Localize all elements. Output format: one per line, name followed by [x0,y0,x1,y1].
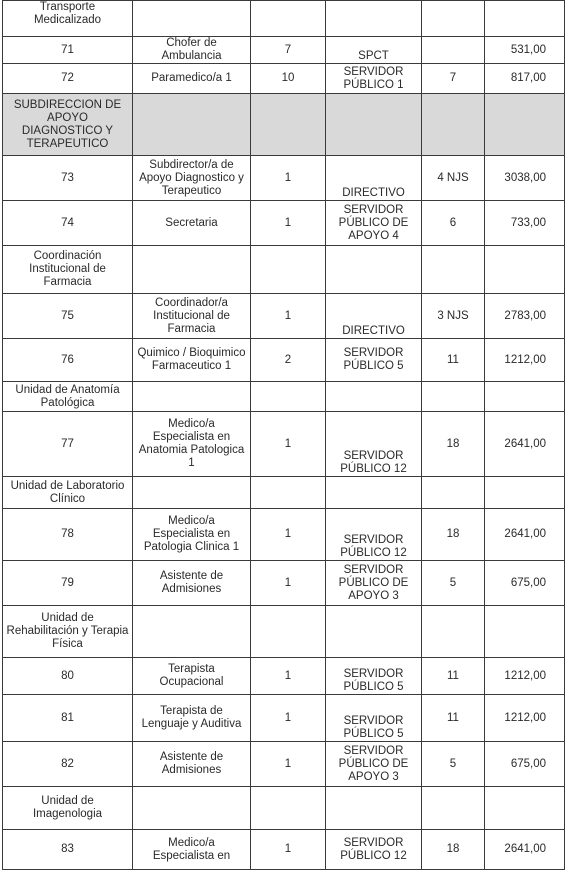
category-cell: SERVIDOR PÚBLICO 12 [326,509,422,561]
empty-cell [326,1,422,37]
table-body [3,1,565,870]
position-cell: Chofer de Ambulancia [133,37,251,64]
position-cell: Asistente de Admisiones [133,742,251,787]
grade-cell: 11 [422,339,485,382]
section-title-cell: Transporte Medicalizado [3,1,133,37]
category-cell: SERVIDOR PÚBLICO 1 [326,64,422,94]
section-title-cell: Unidad de Rehabilitación y Terapia Física [3,606,133,658]
table-row [3,412,565,477]
salary-cell: 1212,00 [485,339,565,382]
grade-cell: 18 [422,412,485,477]
row-number-cell: 80 [3,658,133,695]
quantity-cell: 1 [251,294,326,339]
section-row [3,246,565,294]
table-row [3,658,565,695]
quantity-cell: 1 [251,509,326,561]
category-cell: SERVIDOR PÚBLICO DE APOYO 3 [326,561,422,606]
salary-cell: 531,00 [485,37,565,64]
quantity-cell: 1 [251,658,326,695]
empty-cell [326,787,422,830]
empty-cell [133,94,251,156]
row-number-cell: 81 [3,695,133,742]
section-title-cell: Unidad de Anatomía Patológica [3,382,133,412]
empty-cell [251,477,326,509]
salary-cell: 1212,00 [485,695,565,742]
empty-cell [133,606,251,658]
table-row [3,64,565,94]
row-number-cell: 83 [3,830,133,870]
category-cell: SERVIDOR PÚBLICO 12 [326,412,422,477]
grade-cell: 11 [422,658,485,695]
category-cell: SERVIDOR PÚBLICO 5 [326,339,422,382]
empty-cell [485,246,565,294]
empty-cell [422,606,485,658]
empty-cell [326,94,422,156]
empty-cell [326,477,422,509]
staffing-table [2,0,565,870]
grade-cell: 7 [422,64,485,94]
section-row [3,382,565,412]
table-row [3,509,565,561]
position-cell: Asistente de Admisiones [133,561,251,606]
section-title-cell: Unidad de Imagenologia [3,787,133,830]
grade-cell: 4 NJS [422,156,485,201]
section-row [3,787,565,830]
salary-cell: 1212,00 [485,658,565,695]
grade-cell: 6 [422,201,485,246]
quantity-cell: 1 [251,742,326,787]
table-row [3,156,565,201]
row-number-cell: 71 [3,37,133,64]
empty-cell [485,477,565,509]
empty-cell [251,1,326,37]
empty-cell [422,382,485,412]
category-cell: SERVIDOR PÚBLICO DE APOYO 4 [326,201,422,246]
grade-cell: 3 NJS [422,294,485,339]
empty-cell [326,382,422,412]
position-cell: Medico/a Especialista en [133,830,251,870]
salary-cell: 2641,00 [485,509,565,561]
position-cell: Quimico / Bioquimico Farmaceutico 1 [133,339,251,382]
position-cell: Subdirector/a de Apoyo Diagnostico y Terapeutico [133,156,251,201]
position-cell: Paramedico/a 1 [133,64,251,94]
position-cell: Coordinador/a Institucional de Farmacia [133,294,251,339]
table-row [3,37,565,64]
row-number-cell: 74 [3,201,133,246]
empty-cell [251,606,326,658]
empty-cell [326,606,422,658]
grade-cell: 5 [422,742,485,787]
category-cell: SERVIDOR PÚBLICO DE APOYO 3 [326,742,422,787]
category-cell: SERVIDOR PÚBLICO 5 [326,695,422,742]
grade-cell: 11 [422,695,485,742]
quantity-cell: 1 [251,830,326,870]
empty-cell [485,606,565,658]
table-row [3,561,565,606]
empty-cell [485,1,565,37]
quantity-cell: 1 [251,561,326,606]
section-title-cell: Coordinación Institucional de Farmacia [3,246,133,294]
position-cell: Terapista de Lenguaje y Auditiva [133,695,251,742]
row-number-cell: 77 [3,412,133,477]
empty-cell [422,246,485,294]
section-row [3,477,565,509]
category-cell: DIRECTIVO [326,294,422,339]
salary-cell: 2641,00 [485,412,565,477]
row-number-cell: 75 [3,294,133,339]
row-number-cell: 79 [3,561,133,606]
empty-cell [133,1,251,37]
table-row [3,695,565,742]
empty-cell [251,787,326,830]
position-cell: Terapista Ocupacional [133,658,251,695]
quantity-cell: 10 [251,64,326,94]
empty-cell [133,787,251,830]
empty-cell [251,382,326,412]
salary-cell: 2641,00 [485,830,565,870]
table-row [3,742,565,787]
section-row [3,606,565,658]
empty-cell [485,787,565,830]
table-row [3,294,565,339]
position-cell: Medico/a Especialista en Anatomia Patologica 1 [133,412,251,477]
section-row [3,1,565,37]
quantity-cell: 1 [251,156,326,201]
table-row [3,339,565,382]
quantity-cell: 2 [251,339,326,382]
salary-cell: 3038,00 [485,156,565,201]
salary-cell: 2783,00 [485,294,565,339]
salary-cell: 675,00 [485,561,565,606]
position-cell: Secretaria [133,201,251,246]
empty-cell [485,94,565,156]
row-number-cell: 76 [3,339,133,382]
grade-cell [422,37,485,64]
salary-cell: 817,00 [485,64,565,94]
quantity-cell: 1 [251,412,326,477]
category-cell: SERVIDOR PÚBLICO 5 [326,658,422,695]
empty-cell [422,1,485,37]
position-cell: Medico/a Especialista en Patologia Clinica 1 [133,509,251,561]
quantity-cell: 1 [251,695,326,742]
empty-cell [251,246,326,294]
table-row [3,201,565,246]
section-title-cell: Unidad de Laboratorio Clínico [3,477,133,509]
empty-cell [133,246,251,294]
grade-cell: 5 [422,561,485,606]
salary-cell: 675,00 [485,742,565,787]
empty-cell [326,246,422,294]
salary-cell: 733,00 [485,201,565,246]
category-cell: SPCT [326,37,422,64]
empty-cell [485,382,565,412]
category-cell: DIRECTIVO [326,156,422,201]
empty-cell [422,787,485,830]
quantity-cell: 7 [251,37,326,64]
row-number-cell: 78 [3,509,133,561]
empty-cell [133,477,251,509]
row-number-cell: 82 [3,742,133,787]
row-number-cell: 72 [3,64,133,94]
grade-cell: 18 [422,830,485,870]
table-row [3,830,565,870]
row-number-cell: 73 [3,156,133,201]
empty-cell [251,94,326,156]
section-title-cell: SUBDIRECCION DE APOYO DIAGNOSTICO Y TERAPEUTICO [3,94,133,156]
section-row [3,94,565,156]
category-cell: SERVIDOR PÚBLICO 12 [326,830,422,870]
grade-cell: 18 [422,509,485,561]
quantity-cell: 1 [251,201,326,246]
empty-cell [422,94,485,156]
empty-cell [133,382,251,412]
empty-cell [422,477,485,509]
